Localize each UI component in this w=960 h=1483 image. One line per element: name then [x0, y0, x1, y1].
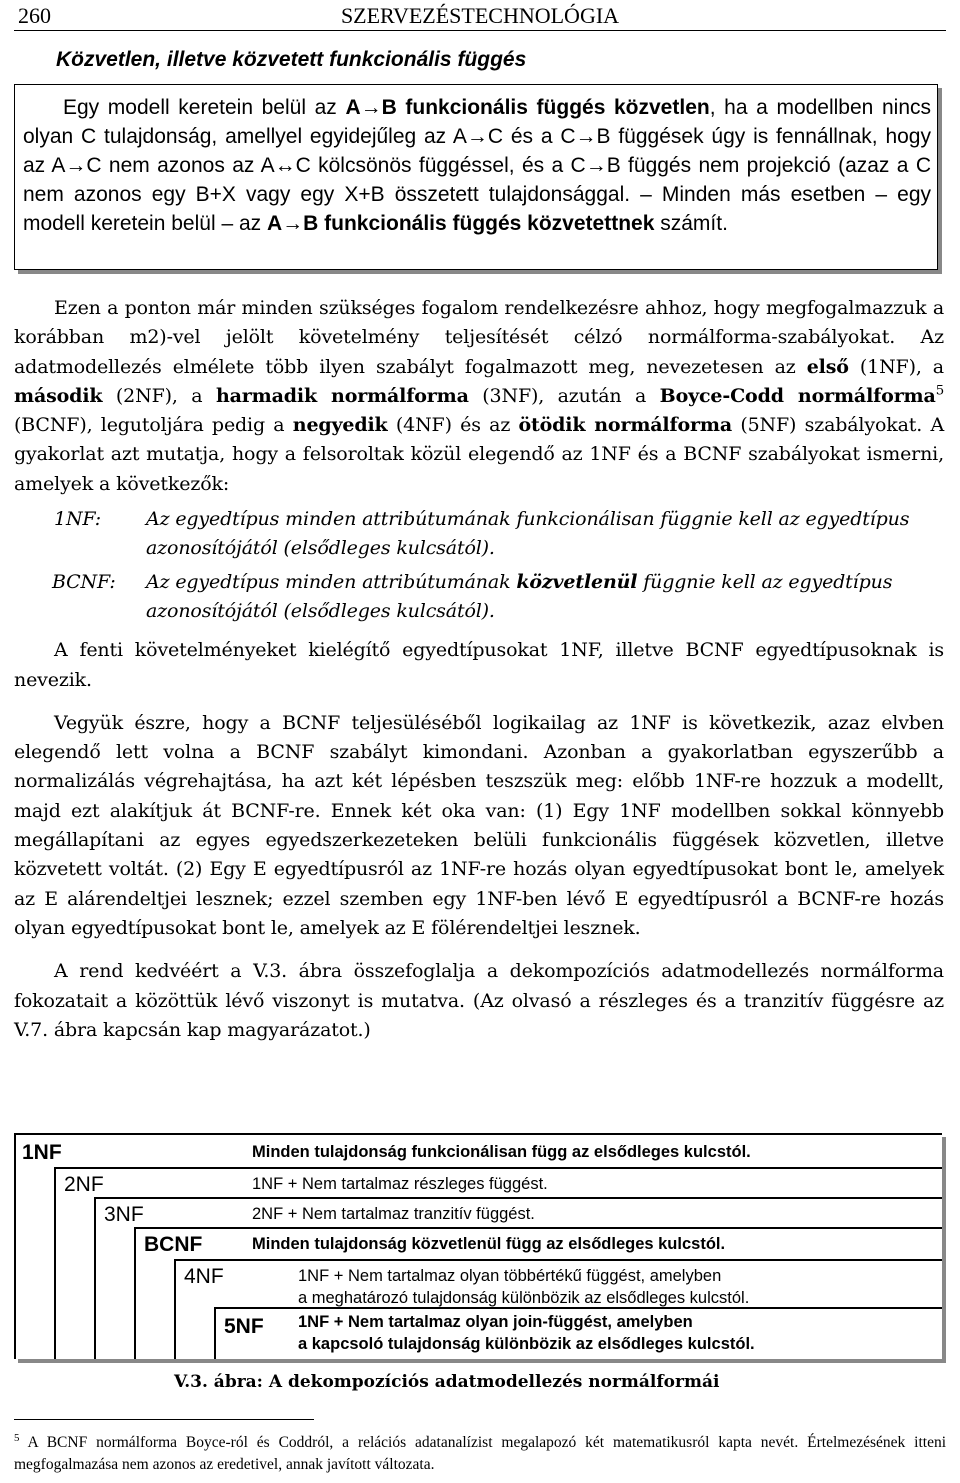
- nf-description: 1NF + Nem tartalmaz olyan többértékű függést, amelyben: [298, 1267, 722, 1285]
- nf-description: a meghatározó tulajdonság különbözik az elsődleges kulcstól.: [298, 1289, 750, 1307]
- definition-term-indirect: A→B funkcionális függés közvetettnek: [266, 212, 655, 235]
- nf-description: 1NF + Nem tartalmaz részleges függést.: [252, 1175, 548, 1193]
- paragraph-figure-ref: A rend kedvéért a V.3. ábra összefoglalja a dekompozíciós adatmodellezés normálforma fokozatait a közöttük lévő viszonyt is mutatva. (Az olvasó a részleges és a tranzitív függésre az V.7. ábra kapcsán kap magyarázatot.): [14, 960, 944, 1041]
- footnote-text: A BCNF normálforma Boyce-ról és Coddról, a relációs adatanalízist megalapozó két matematikusról kapta nevét. Értelmezésének itteni megfogalmazása nem azonos az eredetivel, annak javított változata.: [14, 1434, 946, 1473]
- normal-forms-figure: [14, 1133, 946, 1359]
- section-title: Közvetlen, illetve közvetett funkcionális függés: [56, 48, 527, 71]
- nf-row: [14, 1307, 946, 1359]
- paragraph-bcnf-note: Vegyük észre, hogy a BCNF teljesüléséből logikailag az 1NF is következik, azaz elvben elegendő lett volna a BCNF szabályt kimondani. Azonban a gyakorlatban egyszerűbb a normalizálás végrehajtása, ha azt két lépésben teszszük meg: előbb 1NF-re hozzuk a modellt, majd ezt alakítjuk át BCNF-re. Ennek két oka van: (1) Egy 1NF modellben sokkal könnyebb megállapítani az egyes egyedszerkezeteken belüli funkcionális függések közvetlen, illetve közvetett voltát. (2) Egy E egyedtípusról az 1NF-re hozás olyan egyedtípusokat bont le, amelyek az E alárendeltjei lesznek; ezzel szemben egy 1NF-ben lévő E egyedtípusról a BCNF-re hozás olyan egyedtípusokat bont le, amelyek az E fölérendeltjei lesznek.: [14, 711, 944, 939]
- definition-box: [14, 84, 938, 270]
- footnote-reference: 5: [935, 383, 944, 399]
- footnote-divider: [14, 1419, 314, 1420]
- nf-description: 1NF + Nem tartalmaz olyan join-függést, amelyben: [298, 1313, 693, 1331]
- paragraph-requirements: A fenti követelményeket kielégítő egyedtípusokat 1NF, illetve BCNF egyedtípusoknak is nevezik.: [14, 639, 944, 691]
- rule-list: [14, 505, 944, 626]
- rule-label: 1NF:: [54, 508, 102, 531]
- nf-description: Minden tulajdonság funkcionálisan függ az elsődleges kulcstól.: [252, 1143, 751, 1161]
- page-number: 260: [18, 3, 51, 28]
- rule-text: Az egyedtípus minden attribútumának funkcionálisan függnie kell az egyedtípus azonosítójától (elsődleges kulcsától).: [146, 508, 910, 560]
- nf-description: a kapcsoló tulajdonság különbözik az elsődleges kulcstól.: [298, 1335, 755, 1353]
- figure-caption: V.3. ábra: A dekompozíciós adatmodellezés normálformái: [174, 1372, 720, 1392]
- definition-term-direct: A→B funkcionális függés közvetlen: [345, 96, 710, 119]
- body-text-main: [14, 294, 944, 1045]
- rule-1nf: [14, 505, 944, 564]
- rule-bcnf: [14, 568, 944, 627]
- nf-label: 3NF: [104, 1203, 144, 1226]
- definition-text: Egy modell keretein belül az A→B funkcionális függés közvetlen, ha a modellben nincs olyan C tulajdonság, amellyel egyidejűleg az A→C és a C→B függések úgy is fennállnak, hogy az A→C nem azonos az A↔C kölcsönös függéssel, és a C→B függés nem projekció (azaz a C nem azonos egy B+X vagy egy X+B összetett tulajdonsággal. – Minden más esetben – egy modell keretein belül – az A→B funkcionális függés közvetettnek számít.: [23, 96, 931, 235]
- rule-label: BCNF:: [52, 570, 116, 593]
- paragraph-normal-forms: Ezen a ponton már minden szükséges fogalom rendelkezésre ahhoz, hogy megfogalmazzuk a korábban m2)-vel jelölt követelmény teljesítését célzó normálforma-szabályokat. Az adatmodellezés elmélete több ilyen szabályt fogalmazott meg, nevezetesen az első (1NF), a második (2NF), a harmadik normálforma (3NF), azután a Boyce-Codd normálforma$^5$ (BCNF), legutoljára pedig a negyedik (4NF) és az ötödik normálforma (5NF) szabályokat. A gyakorlat azt mutatja, hogy a felsoroltak közül elegendő az 1NF és a BCNF szabályokat ismerni, amelyek a következők:: [14, 297, 945, 495]
- nf-label: 4NF: [184, 1265, 224, 1288]
- rule-text: Az egyedtípus minden attribútumának közvetlenül függnie kell az egyedtípus azonosítójától (elsődleges kulcsától).: [146, 570, 893, 622]
- running-title: SZERVEZÉSTECHNOLÓGIA: [340, 3, 620, 28]
- nf-description: Minden tulajdonság közvetlenül függ az elsődleges kulcstól.: [252, 1235, 726, 1253]
- nf-description: 2NF + Nem tartalmaz tranzitív függést.: [252, 1205, 535, 1223]
- nf-label: 1NF: [22, 1141, 62, 1164]
- nf-label: 5NF: [224, 1315, 264, 1338]
- nf-label: 2NF: [64, 1173, 104, 1196]
- footnote-mark: 5: [14, 1431, 20, 1444]
- nf-label: BCNF: [144, 1233, 203, 1256]
- page-header: [14, 0, 946, 31]
- footnote: [14, 1432, 946, 1476]
